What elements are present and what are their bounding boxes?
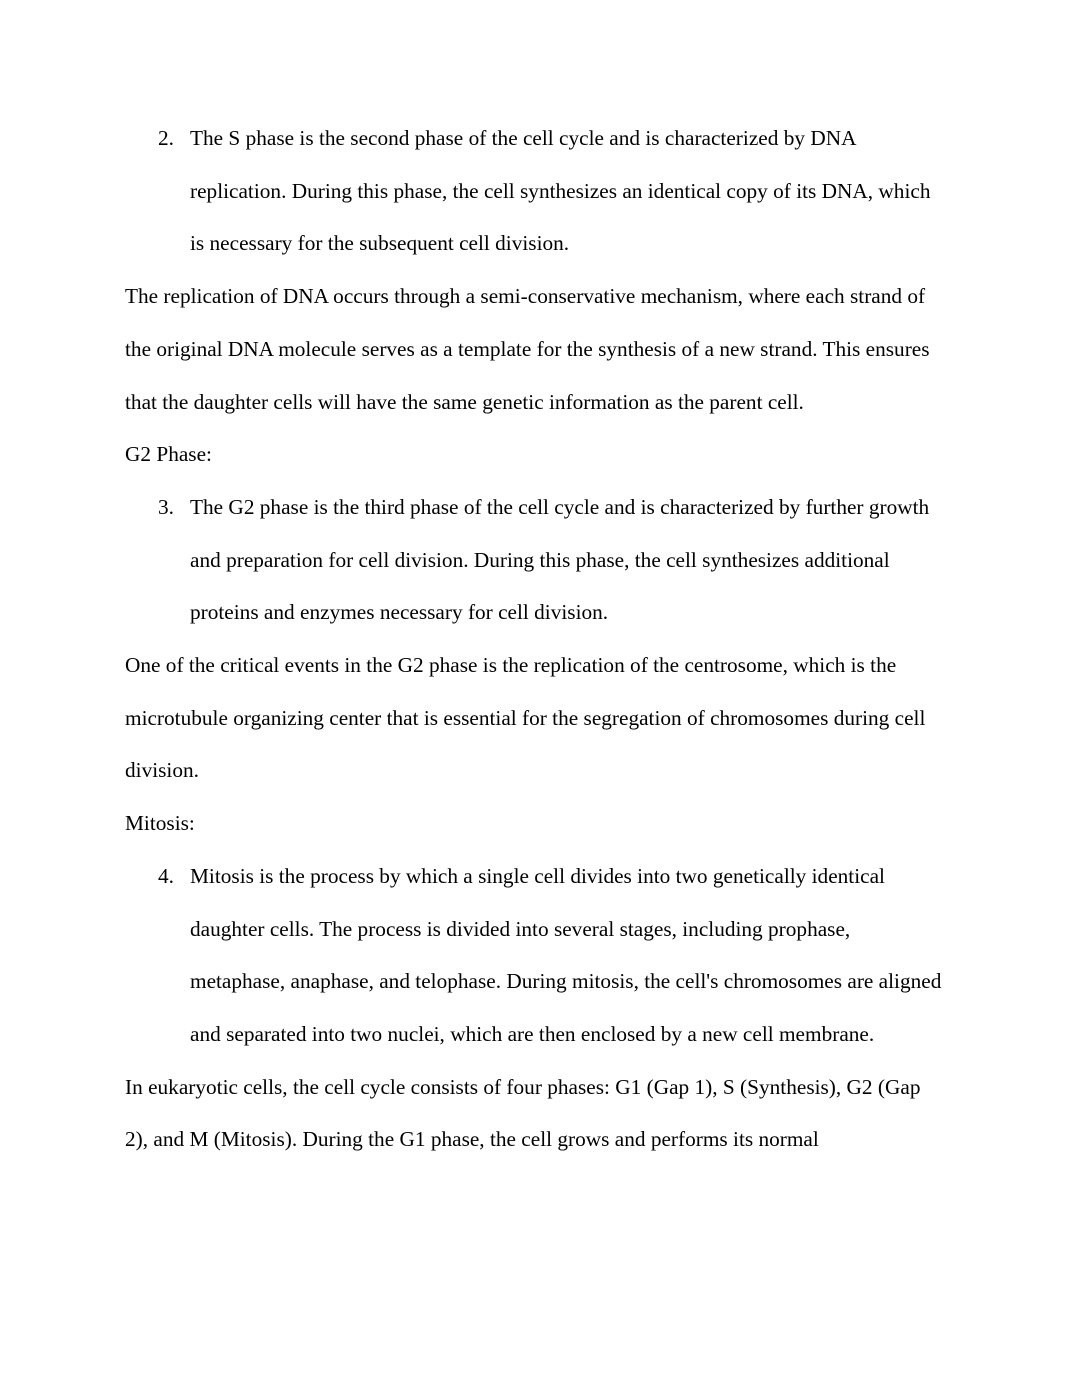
list-item-text: Mitosis is the process by which a single cell divides into two genetically identical daughter cells. The process is divided into several stages, including prophase, metaphase, anaphase, and telophase. During mitosis, the cell's chromosomes are aligned and separated into two nuclei, which are then enclosed by a new cell membrane. (190, 863, 942, 1046)
list-item-number: 4. (158, 863, 174, 888)
document-content (125, 112, 943, 1166)
paragraph: The replication of DNA occurs through a semi-conservative mechanism, where each strand of the original DNA molecule serves as a template for the synthesis of a new strand. This ensures that the daughter cells will have the same genetic information as the parent cell. (125, 284, 930, 414)
list-item-text: The S phase is the second phase of the cell cycle and is characterized by DNA replication. During this phase, the cell synthesizes an identical copy of its DNA, which is necessary for the subsequent cell division. (190, 126, 931, 256)
list-item (125, 112, 943, 270)
list-item (125, 850, 943, 1061)
list-item-number: 2. (158, 126, 174, 150)
list-item (125, 481, 943, 639)
list-item-text: The G2 phase is the third phase of the cell cycle and is characterized by further growth and preparation for cell division. During this phase, the cell synthesizes additional proteins and enzymes necessary for cell division. (190, 494, 930, 625)
heading: G2 Phase: (125, 442, 212, 467)
list-item-number: 3. (158, 494, 174, 519)
paragraph: One of the critical events in the G2 phase is the replication of the centrosome, which is the microtubule organizing center that is essential for the segregation of chromosomes during cell division. (125, 653, 926, 783)
paragraph: In eukaryotic cells, the cell cycle consists of four phases: G1 (Gap 1), S (Synthesis), G2 (Gap 2), and M (Mitosis). During the G1 phase, the cell grows and performs its normal (125, 1074, 921, 1152)
heading: Mitosis: (125, 811, 195, 836)
